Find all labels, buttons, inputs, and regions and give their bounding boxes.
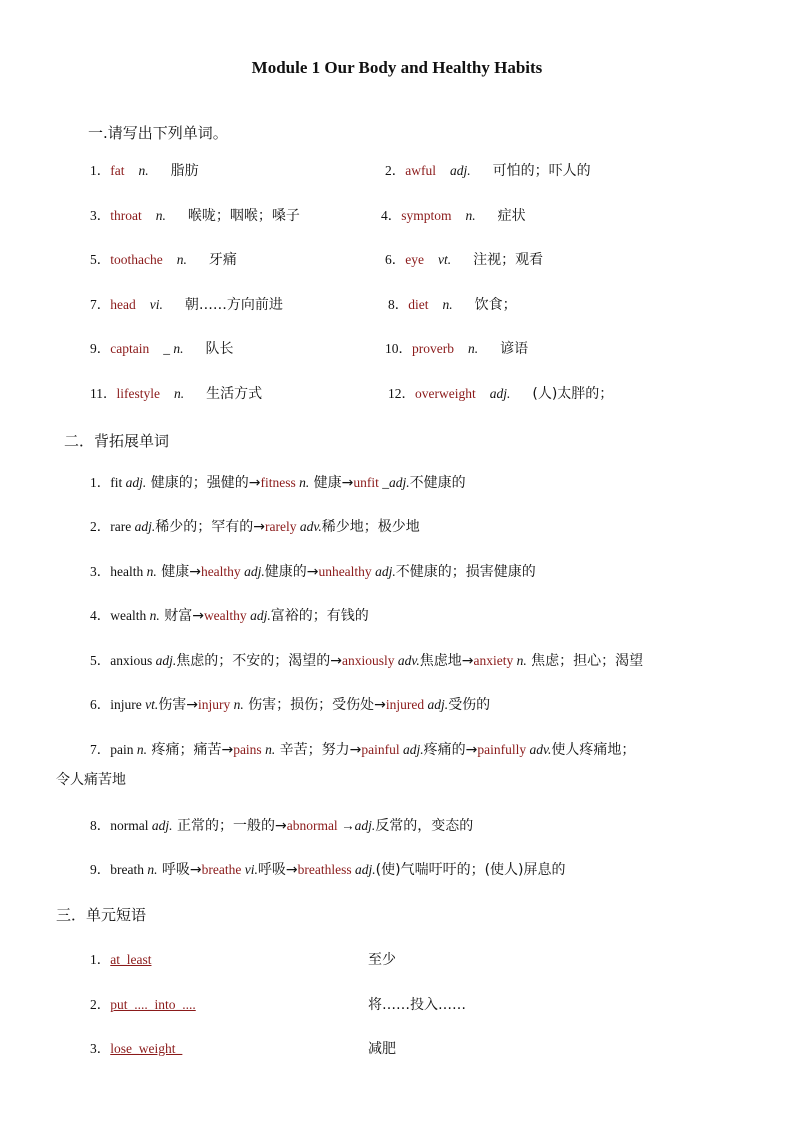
chinese-meaning: 队长 (205, 341, 234, 358)
chinese-meaning: 焦虑；担心；渴望 (526, 653, 644, 669)
derivation-item (90, 472, 466, 495)
phrase-meaning: 至少 (368, 952, 396, 968)
word-item (388, 294, 517, 317)
english-word: head (110, 296, 136, 312)
part-of-speech: n. (149, 608, 160, 623)
word-item (90, 383, 262, 406)
part-of-speech: n. (295, 475, 310, 490)
chinese-meaning: 生活方式 (206, 386, 263, 402)
part-of-speech: adj. (371, 564, 396, 579)
chinese-meaning: 辛苦；努力→ (275, 742, 362, 758)
word-item (381, 205, 526, 228)
item-number: 6． (90, 697, 111, 712)
derivation-item (90, 739, 635, 762)
part-of-speech: adv. (296, 519, 322, 534)
derived-word: painfully (477, 742, 527, 757)
english-word: overweight (415, 386, 476, 401)
item-number: 3． (90, 207, 111, 223)
word-item (385, 338, 528, 361)
item-number: 1． (90, 475, 111, 490)
chinese-meaning: 不健康的；损害健康的 (395, 564, 536, 580)
part-of-speech: _adj. (378, 475, 410, 490)
part-of-speech: n. (513, 653, 527, 668)
phrase-item (90, 994, 196, 1017)
item-number: 9． (90, 341, 111, 357)
chinese-meaning: 呼吸→ (157, 862, 202, 878)
phrase-meaning: 将……投入…… (368, 997, 466, 1013)
item-number: 2． (385, 163, 406, 178)
word-item (90, 205, 300, 228)
chinese-meaning: 呼吸→ (257, 862, 298, 878)
derived-word: pains (233, 742, 262, 757)
part-of-speech: n. (176, 252, 187, 268)
chinese-meaning: 稀少的；罕有的→ (155, 519, 265, 535)
part-of-speech: adj. (240, 564, 265, 579)
part-of-speech: vt. (145, 697, 159, 712)
base-word: health (110, 564, 147, 579)
chinese-meaning: 谚语 (500, 341, 529, 358)
phrase-text: put_...._into_.... (110, 997, 196, 1012)
english-word: eye (405, 252, 424, 268)
part-of-speech: vt. (437, 252, 452, 268)
chinese-meaning: 脂肪 (170, 163, 199, 179)
english-word: captain (110, 341, 150, 357)
part-of-speech: _ n. (163, 341, 184, 357)
part-of-speech: vi. (149, 296, 163, 312)
phrase-item (90, 949, 151, 972)
item-number: 1． (90, 163, 111, 178)
chinese-meaning: 富裕的；有钱的 (270, 608, 369, 624)
chinese-meaning: 可怕的；吓人的 (492, 163, 591, 179)
item-number: 2． (90, 997, 111, 1012)
chinese-meaning: 疼痛的→ (423, 742, 478, 758)
derived-word: wealthy (203, 608, 247, 623)
chinese-meaning: 疼痛；痛苦→ (147, 742, 234, 758)
part-of-speech: n. (146, 564, 157, 579)
part-of-speech: adj. (125, 475, 147, 490)
item-number: 4． (381, 207, 402, 223)
chinese-meaning: 财富→ (159, 608, 204, 624)
part-of-speech: →adj. (337, 818, 376, 833)
derived-word: rarely (264, 519, 297, 534)
item-number: 11． (90, 386, 117, 401)
derived-word: fitness (260, 475, 296, 490)
part-of-speech: n. (261, 742, 276, 757)
derivation-item (90, 815, 473, 838)
section1-heading: 一.请写出下列单词。 (88, 124, 228, 142)
chinese-meaning: (人)太胖的； (532, 386, 614, 402)
section3-heading: 三．单元短语 (56, 906, 147, 924)
word-item (385, 249, 543, 272)
chinese-meaning: 正常的；一般的→ (172, 818, 287, 834)
derived-word: healthy (200, 564, 241, 579)
item-number: 7． (90, 742, 111, 757)
part-of-speech: adv. (526, 742, 552, 757)
phrase-text: lose_weight_ (110, 1041, 183, 1056)
base-word: normal (110, 818, 152, 833)
chinese-meaning: 饮食； (474, 296, 517, 313)
chinese-meaning: 注视；观看 (473, 252, 544, 269)
derived-word: anxiety (473, 653, 514, 668)
word-item (90, 294, 283, 317)
chinese-meaning: 稀少地；极少地 (321, 519, 420, 535)
part-of-speech: adj. (489, 386, 511, 401)
part-of-speech: vi. (241, 862, 258, 877)
item-number: 1． (90, 952, 111, 967)
page-title: Module 1 Our Body and Healthy Habits (251, 58, 543, 77)
derivation-item (90, 561, 536, 584)
item-number: 9． (90, 862, 111, 877)
item-number: 12． (388, 386, 415, 401)
part-of-speech: n. (174, 386, 185, 401)
english-word: awful (405, 163, 436, 178)
part-of-speech: adv. (394, 653, 420, 668)
chinese-meaning: 健康的→ (264, 564, 319, 580)
base-word: fit (110, 475, 126, 490)
english-word: proverb (412, 341, 454, 357)
phrase-meaning: 减肥 (368, 1041, 396, 1057)
part-of-speech: adj. (155, 653, 177, 668)
item-number: 10． (385, 341, 412, 357)
item-number: 5． (90, 653, 111, 668)
derived-word: anxiously (342, 653, 395, 668)
derived-word: unfit (353, 475, 379, 490)
derived-word: unhealthy (318, 564, 372, 579)
part-of-speech: adj. (351, 862, 376, 877)
chinese-meaning: (使)气喘吁吁的；(使人)屏息的 (375, 862, 566, 878)
phrase-item (90, 1038, 182, 1061)
derived-word: painful (361, 742, 400, 757)
item-number: 4． (90, 608, 111, 623)
chinese-meaning: 受伤的 (448, 697, 491, 713)
chinese-meaning: 使人疼痛地； (551, 742, 636, 758)
chinese-meaning: 健康的；强健的→ (146, 475, 261, 491)
item-number: 3． (90, 564, 111, 579)
part-of-speech: adj. (399, 742, 424, 757)
word-item (388, 383, 613, 406)
derived-word: breathe (201, 862, 242, 877)
part-of-speech: n. (155, 207, 166, 223)
item-number: 5． (90, 252, 111, 268)
chinese-meaning: 反常的，变态的 (375, 818, 474, 834)
chinese-meaning: 焦虑地→ (419, 653, 474, 669)
derivation-item (90, 859, 566, 882)
derivation-item (90, 516, 420, 539)
phrase-text: at_least (110, 952, 152, 967)
part-of-speech: n. (138, 163, 149, 178)
part-of-speech: adj. (134, 519, 156, 534)
base-word: breath (110, 862, 148, 877)
part-of-speech: adj. (450, 163, 471, 178)
derived-word: breathless (297, 862, 352, 877)
derivation-item (90, 605, 369, 628)
base-word: injure (110, 697, 146, 712)
chinese-meaning: 健康→ (156, 564, 201, 580)
word-item (90, 338, 233, 361)
chinese-meaning: 焦虑的；不安的；渴望的→ (176, 653, 342, 669)
part-of-speech: adj. (424, 697, 449, 712)
item-number: 3． (90, 1041, 111, 1056)
part-of-speech: n. (136, 742, 147, 757)
item-number: 2． (90, 519, 111, 534)
english-word: diet (408, 296, 429, 312)
english-word: lifestyle (116, 386, 160, 401)
chinese-meaning: 朝……方向前进 (184, 296, 283, 313)
chinese-meaning: 牙痛 (208, 252, 237, 269)
chinese-meaning: 健康→ (309, 475, 354, 491)
chinese-meaning: 不健康的 (409, 475, 466, 491)
english-word: toothache (110, 252, 163, 268)
word-item (385, 160, 591, 183)
item-number: 8． (388, 296, 409, 312)
item-number: 8． (90, 818, 111, 833)
chinese-meaning: 症状 (497, 207, 526, 224)
english-word: throat (110, 207, 142, 223)
word-item (90, 160, 199, 183)
chinese-meaning: 伤害→ (158, 697, 198, 713)
base-word: anxious (110, 653, 156, 668)
english-word: fat (110, 163, 125, 178)
derivation-item (90, 650, 643, 673)
part-of-speech: n. (230, 697, 244, 712)
base-word: wealth (110, 608, 150, 623)
section2-heading: 二．背拓展单词 (64, 432, 170, 450)
base-word: rare (110, 519, 135, 534)
chinese-meaning: 伤害；损伤；受伤处→ (243, 697, 386, 713)
chinese-meaning: 喉咙；咽喉；嗓子 (187, 207, 300, 224)
derived-word: injury (197, 697, 231, 712)
part-of-speech: n. (467, 341, 479, 357)
part-of-speech: adj. (246, 608, 271, 623)
part-of-speech: n. (442, 296, 453, 312)
part-of-speech: n. (465, 207, 476, 223)
derived-word: abnormal (286, 818, 338, 833)
derivation-continuation: 令人痛苦地 (56, 772, 126, 788)
part-of-speech: n. (147, 862, 158, 877)
item-number: 7． (90, 296, 111, 312)
word-item (90, 249, 237, 272)
english-word: symptom (401, 207, 452, 223)
base-word: pain (110, 742, 137, 757)
derived-word: injured (385, 697, 425, 712)
derivation-item (90, 694, 490, 717)
item-number: 6． (385, 252, 406, 268)
part-of-speech: adj. (151, 818, 173, 833)
